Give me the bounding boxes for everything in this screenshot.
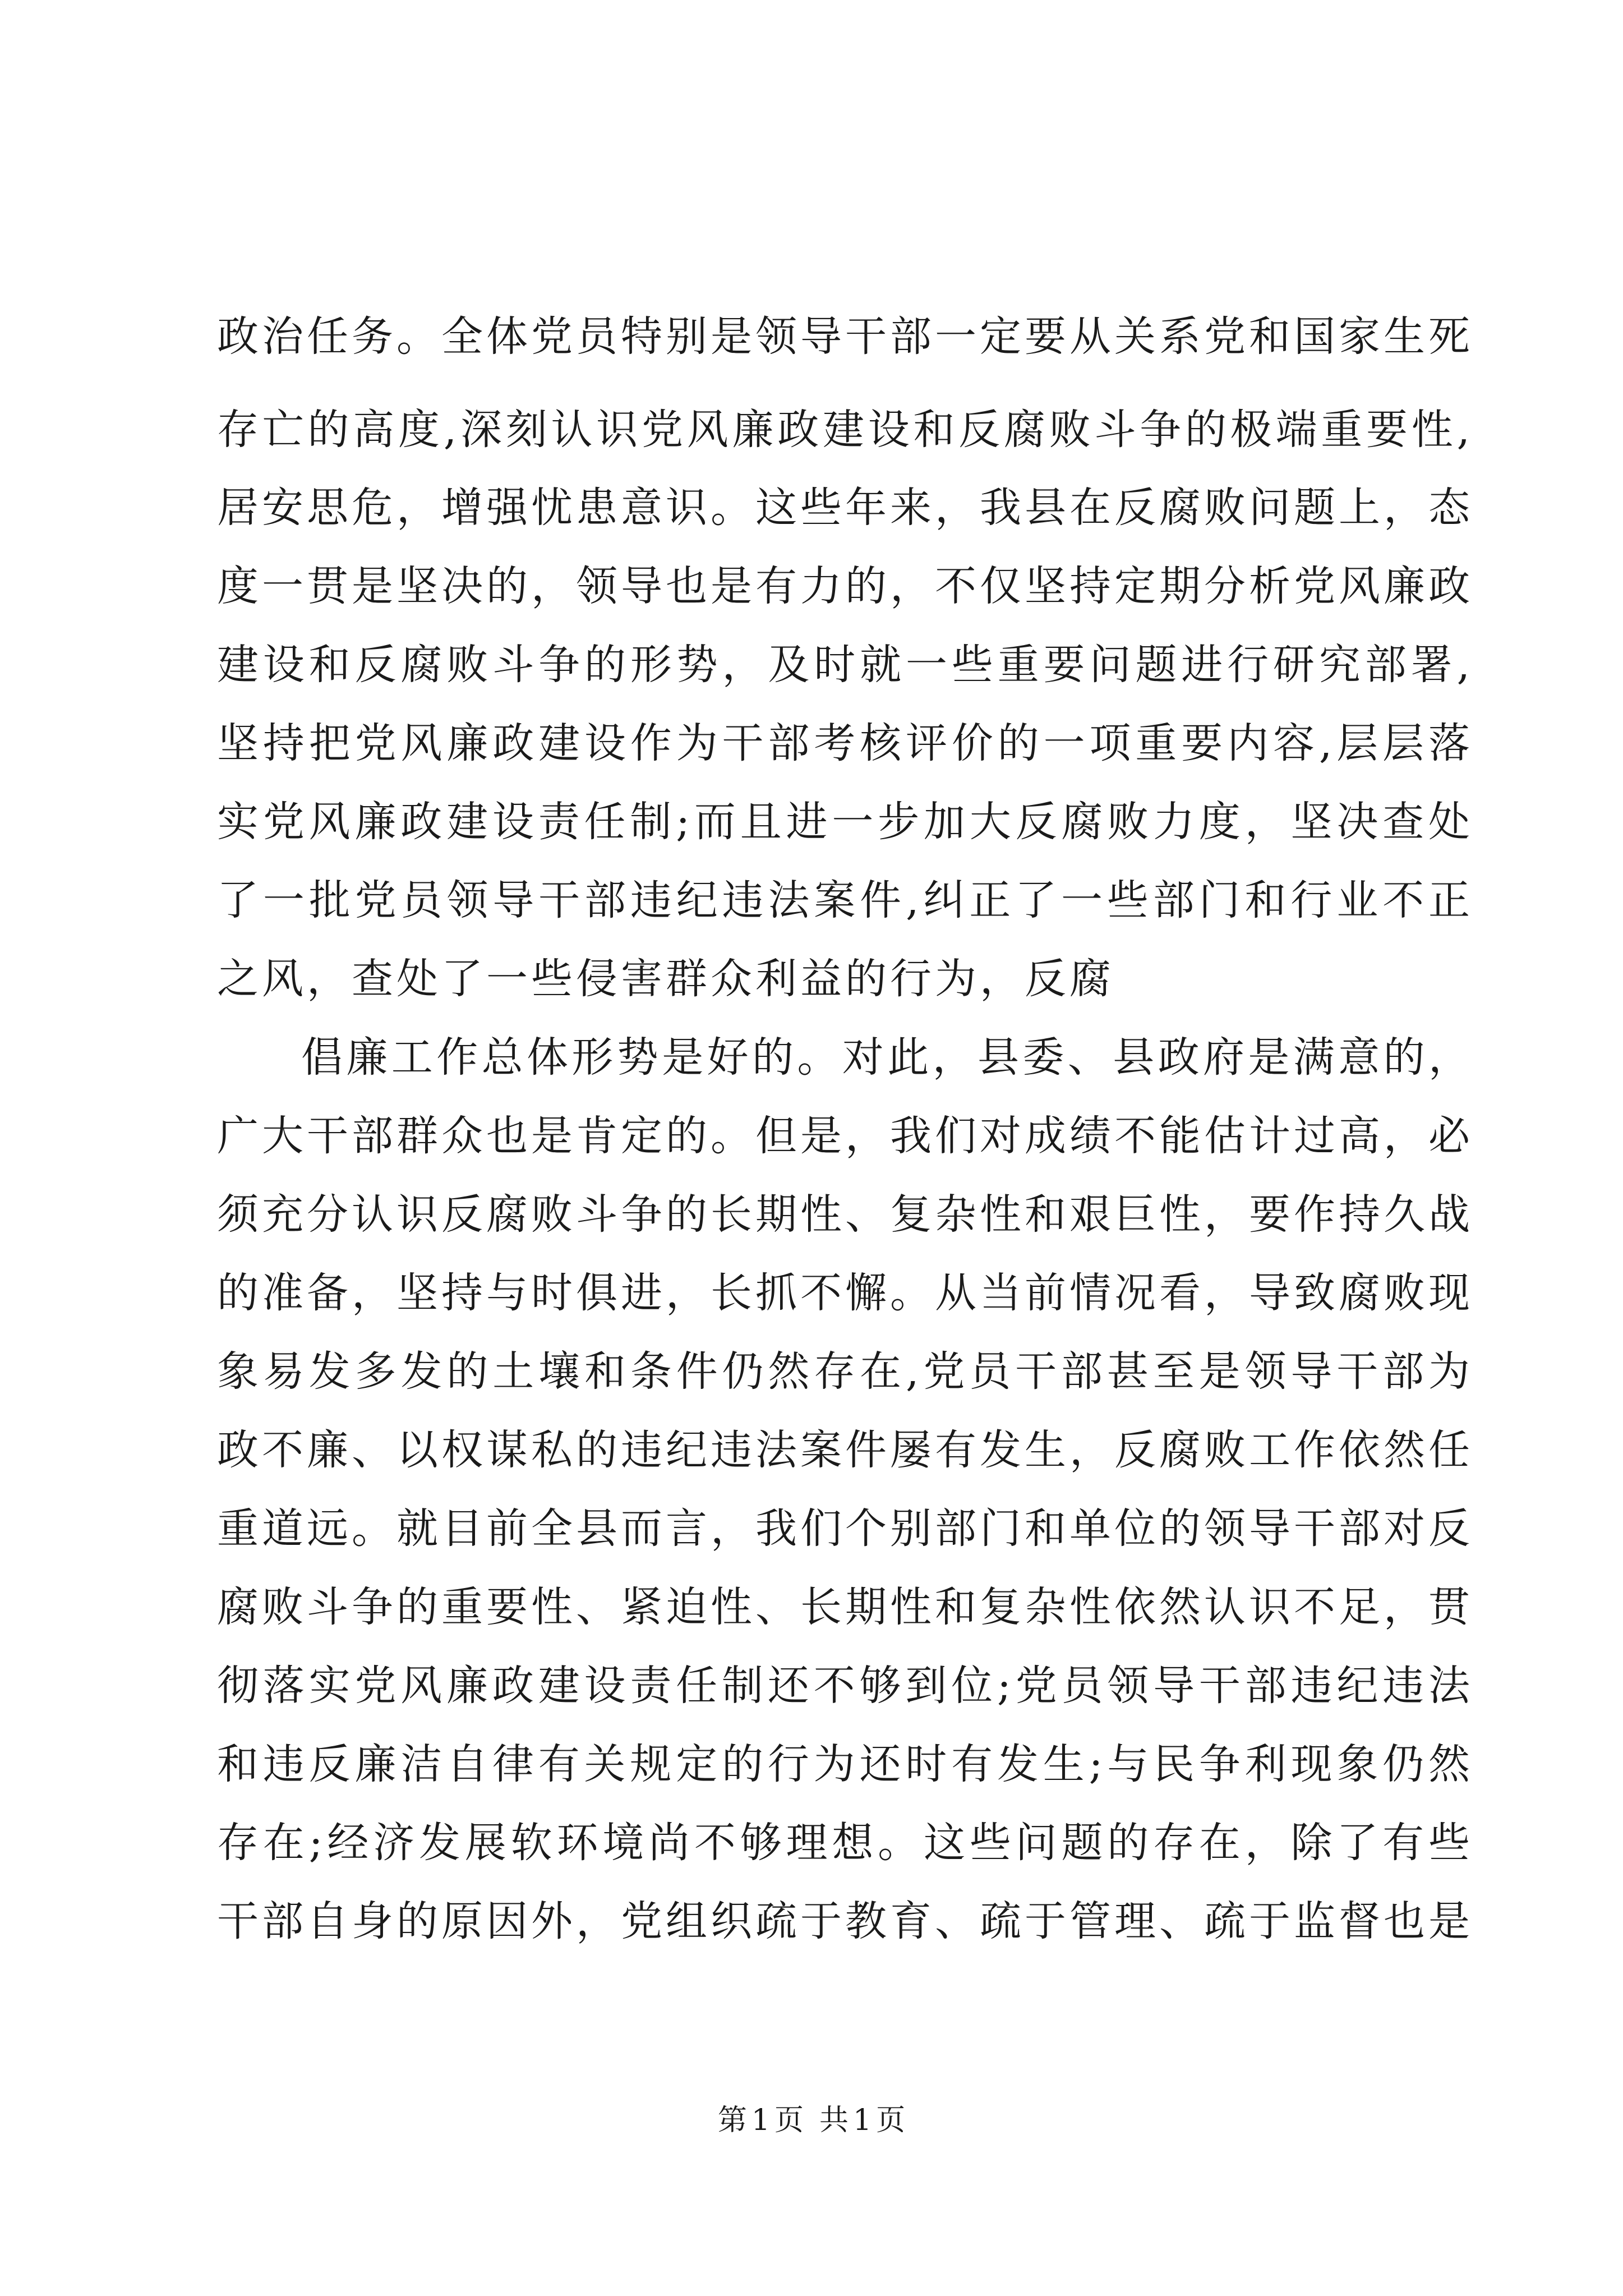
text-line: 居安思危，增强忧患意识。这些年来，我县在反腐败问题上，态 — [217, 484, 1473, 532]
total-suffix: 页 — [876, 2104, 906, 2137]
text-line: 重道远。就目前全县而言，我们个别部门和单位的领导干部对反 — [217, 1504, 1473, 1553]
text-line: 存在;经济发展软环境尚不够理想。这些问题的存在，除了有些 — [217, 1819, 1473, 1867]
text-line: 彻落实党风廉政建设责任制还不够到位;党员领导干部违纪违法 — [217, 1662, 1473, 1710]
text-line: 广大干部群众也是肯定的。但是，我们对成绩不能估计过高，必 — [217, 1112, 1473, 1160]
text-line: 了一批党员领导干部违纪违法案件,纠正了一些部门和行业不正 — [217, 876, 1473, 924]
paragraph-first-line: 倡廉工作总体形势是好的。对此，县委、县政府是满意的， — [301, 1033, 1473, 1082]
total-label: 共 — [819, 2104, 849, 2137]
page-total: 1 — [853, 2104, 872, 2137]
text-line: 和违反廉洁自律有关规定的行为还时有发生;与民争利现象仍然 — [217, 1740, 1473, 1788]
text-line: 须充分认识反腐败斗争的长期性、复杂性和艰巨性，要作持久战 — [217, 1190, 1473, 1239]
text-line: 之风，查处了一些侵害群众利益的行为，反腐 — [217, 955, 1114, 1003]
text-line: 腐败斗争的重要性、紧迫性、长期性和复杂性依然认识不足，贯 — [217, 1583, 1473, 1631]
text-line: 坚持把党风廉政建设作为干部考核评价的一项重要内容,层层落 — [217, 719, 1473, 767]
text-line: 政治任务。全体党员特别是领导干部一定要从关系党和国家生死 — [217, 312, 1473, 361]
page-current: 1 — [751, 2104, 770, 2137]
text-line: 实党风廉政建设责任制;而且进一步加大反腐败力度，坚决查处 — [217, 798, 1473, 846]
text-line: 象易发多发的土壤和条件仍然存在,党员干部甚至是领导干部为 — [217, 1347, 1473, 1396]
page-label: 第 — [717, 2104, 747, 2137]
text-line: 度一贯是坚决的，领导也是有力的，不仅坚持定期分析党风廉政 — [217, 562, 1473, 610]
text-line: 政不廉、以权谋私的违纪违法案件屡有发生，反腐败工作依然任 — [217, 1426, 1473, 1474]
text-line: 干部自身的原因外，党组织疏于教育、疏于管理、疏于监督也是 — [217, 1897, 1473, 1945]
page-suffix: 页 — [774, 2104, 804, 2137]
page-footer — [0, 2101, 1623, 2140]
text-line: 建设和反腐败斗争的形势，及时就一些重要问题进行研究部署, — [217, 641, 1473, 689]
text-line: 存亡的高度,深刻认识党风廉政建设和反腐败斗争的极端重要性, — [217, 406, 1473, 454]
text-line: 的准备，坚持与时俱进，长抓不懈。从当前情况看，导致腐败现 — [217, 1269, 1473, 1317]
